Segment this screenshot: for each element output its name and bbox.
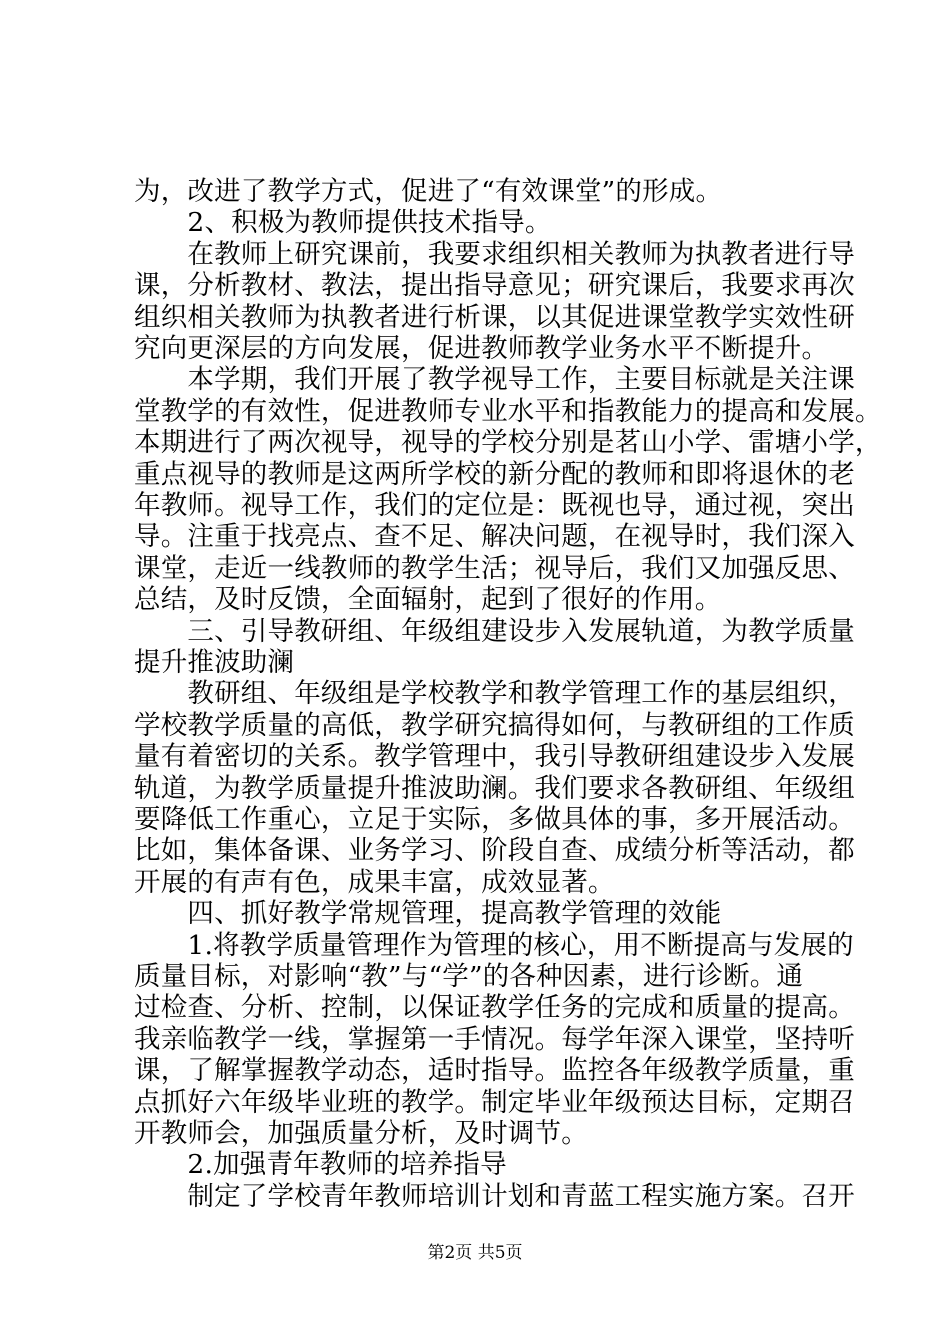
text-line: 重点视导的教师是这两所学校的新分配的教师和即将退休的老 [134,458,855,490]
text-line: 量有着密切的关系。教学管理中，我引导教研组建设步入发展 [134,741,855,773]
text-line: 导。注重于找亮点、查不足、解决问题，在视导时，我们深入 [134,521,855,553]
text-line: 年教师。视导工作，我们的定位是：既视也导，通过视，突出 [134,490,855,521]
text-line: 2、积极为教师提供技术指导。 [134,207,552,239]
text-line: 质量目标，对影响“教”与“学”的各种因素，进行诊断。通 [134,961,804,992]
text-line: 我亲临教学一线，掌握第一手情况。每学年深入课堂，坚持听 [134,1023,855,1055]
text-line: 四、抓好教学常规管理，提高教学管理的效能 [134,898,722,930]
text-line: 开教师会，加强质量分析，及时调节。 [134,1118,588,1149]
text-line: 究向更深层的方向发展，促进教师教学业务水平不断提升。 [134,333,829,364]
text-line: 本期进行了两次视导，视导的学校分别是茗山小学、雷塘小学， [134,427,882,459]
text-line: 课，了解掌握教学动态，适时指导。监控各年级教学质量，重 [134,1055,855,1087]
text-line: 本学期，我们开展了教学视导工作，主要目标就是关注课 [134,364,855,396]
text-line: 点抓好六年级毕业班的教学。制定毕业年级预达目标，定期召 [134,1086,855,1118]
text-line: 总结，及时反馈，全面辐射，起到了很好的作用。 [134,584,722,616]
text-line: 堂教学的有效性，促进教师专业水平和指教能力的提高和发展。 [134,395,882,427]
text-line: 在教师上研究课前，我要求组织相关教师为执教者进行导 [134,238,855,270]
text-line: 三、引导教研组、年级组建设步入发展轨道，为教学质量 [134,615,855,647]
page-number-footer: 第2页 共5页 [427,1243,523,1263]
text-line: 课，分析教材、教法，提出指导意见；研究课后，我要求再次 [134,270,855,302]
text-line: 轨道，为教学质量提升推波助澜。我们要求各教研组、年级组 [134,772,855,804]
text-line: 开展的有声有色，成果丰富，成效显著。 [134,866,615,898]
text-line: 学校教学质量的高低，教学研究搞得如何，与教研组的工作质 [134,709,855,741]
text-line: 课堂，走近一线教师的教学生活；视导后，我们又加强反思、 [134,552,855,584]
text-line: 要降低工作重心，立足于实际，多做具体的事，多开展活动。 [134,804,855,835]
text-line: 组织相关教师为执教者进行析课，以其促进课堂教学实效性研 [134,301,855,333]
text-line: 制定了学校青年教师培训计划和青蓝工程实施方案。召开 [134,1180,855,1212]
text-line: 提升推波助澜 [134,647,295,678]
text-line: 为，改进了教学方式，促进了“有效课堂”的形成。 [134,176,723,207]
text-line: 过检查、分析、控制，以保证教学任务的完成和质量的提高。 [134,992,855,1024]
text-line: 教研组、年级组是学校教学和教学管理工作的基层组织， [134,678,855,710]
text-line: 2.加强青年教师的培养指导 [134,1149,507,1181]
text-line: 比如，集体备课、业务学习、阶段自查、成绩分析等活动，都 [134,835,855,867]
text-line: 1.将教学质量管理作为管理的核心，用不断提高与发展的 [134,929,854,961]
